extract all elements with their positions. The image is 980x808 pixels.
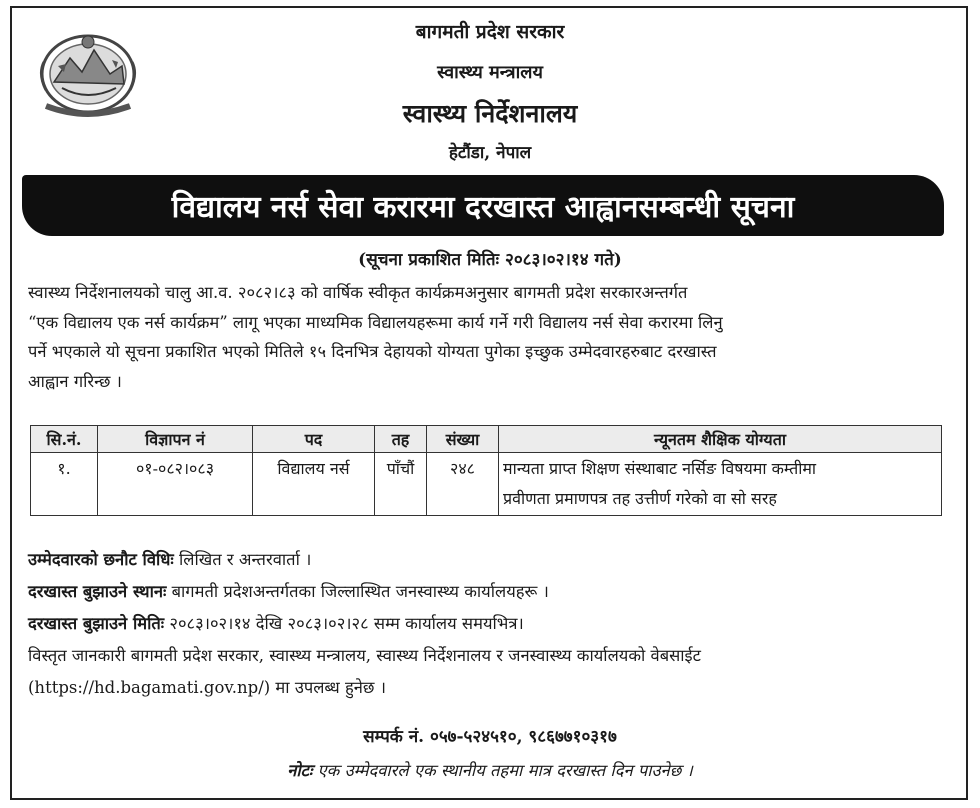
- published-date: (सूचना प्रकाशित मितिः २०८३।०२।१४ गते): [358, 250, 622, 270]
- col-header-level: तह: [375, 426, 427, 453]
- cell-count: २४८: [427, 453, 499, 516]
- table-header-row: [31, 426, 942, 453]
- submission-place-line: [28, 576, 948, 608]
- col-header-qualification: न्यूनतम शैक्षिक योग्यता: [499, 426, 942, 453]
- qualification-line: प्रवीणता प्रमाणपत्र तह उत्तीर्ण गरेको वा सो सरह: [503, 489, 777, 508]
- cell-level: पाँचौं: [375, 453, 427, 516]
- note-text: एक उम्मेदवारले एक स्थानीय तहमा मात्र दरखास्त दिन पाउनेछ ।: [312, 761, 693, 780]
- contact-number: सम्पर्क नं. ०५७-५२४५१०, ९८६७७१०३१७: [363, 727, 617, 747]
- submission-place-label: दरखास्त बुझाउने स्थानः: [28, 582, 167, 601]
- submission-date-value: २०८३।०२।१४ देखि २०८३।०२।२८ सम्म कार्यालय समयभित्र।: [164, 614, 524, 633]
- vacancy-table: [30, 425, 942, 516]
- intro-line: पर्ने भएकाले यो सूचना प्रकाशित भएको मितिले १५ दिनभित्र देहायको योग्यता पुगेका इच्छुक उम्मेदवारहरुबाट दरखास्त: [28, 342, 717, 361]
- info-link-line: (https://hd.bagamati.gov.np/) मा उपलब्ध हुनेछ ।: [28, 678, 386, 697]
- intro-line: “एक विद्यालय एक नर्स कार्यक्रम” लागू भएका माध्यमिक विद्यालयहरूमा कार्य गर्ने गरी विद्यालय नर्स सेवा करारमा लिनु: [28, 312, 723, 332]
- cell-qualification: [499, 453, 942, 516]
- qualification-line: मान्यता प्राप्त शिक्षण संस्थाबाट नर्सिङ विषयमा कम्तीमा: [503, 459, 817, 478]
- cell-sn: १.: [31, 453, 98, 516]
- table-row: [31, 453, 942, 516]
- submission-date-line: [28, 608, 948, 640]
- col-header-post: पद: [253, 426, 375, 453]
- selection-method-value: लिखित र अन्तरवार्ता ।: [173, 550, 312, 569]
- notice-title: विद्यालय नर्स सेवा करारमा दरखास्त आह्वानसम्बन्धी सूचना: [171, 190, 795, 225]
- cell-adv-no: ०१-०८२।०८३: [98, 453, 253, 516]
- submission-place-value: बागमती प्रदेशअन्तर्गतका जिल्लास्थित जनस्वास्थ्य कार्यालयहरू ।: [166, 582, 549, 601]
- selection-method-line: [28, 544, 948, 576]
- note-line: [0, 758, 980, 781]
- details-section: [28, 544, 948, 704]
- info-line: विस्तृत जानकारी बागमती प्रदेश सरकार, स्वास्थ्य मन्त्रालय, स्वास्थ्य निर्देशनालय र जनस्वास्थ्य कार्यालयको वेबसाईट: [28, 646, 701, 665]
- location: हेटौंडा, नेपाल: [448, 143, 532, 163]
- notice-title-banner: [22, 175, 944, 236]
- government-name: बागमती प्रदेश सरकार: [415, 21, 565, 43]
- submission-date-label: दरखास्त बुझाउने मितिः: [28, 614, 165, 633]
- cell-post: विद्यालय नर्स: [253, 453, 375, 516]
- intro-paragraph: [28, 278, 948, 396]
- ministry-name: स्वास्थ्य मन्त्रालय: [437, 62, 543, 83]
- col-header-sn: सि.नं.: [31, 426, 98, 453]
- col-header-count: संख्या: [427, 426, 499, 453]
- col-header-adv-no: विज्ञापन नं: [98, 426, 253, 453]
- intro-line: स्वास्थ्य निर्देशनालयको चालु आ.व. २०८२।८३ को वार्षिक स्वीकृत कार्यक्रमअनुसार बागमती प्रदेश सरकारअन्तर्गत: [28, 283, 688, 302]
- directorate-name: स्वास्थ्य निर्देशनालय: [402, 99, 578, 128]
- intro-line: आह्वान गरिन्छ ।: [28, 371, 122, 391]
- selection-method-label: उम्मेदवारको छनौट विधिः: [28, 550, 174, 569]
- note-label: नोटः: [287, 761, 313, 780]
